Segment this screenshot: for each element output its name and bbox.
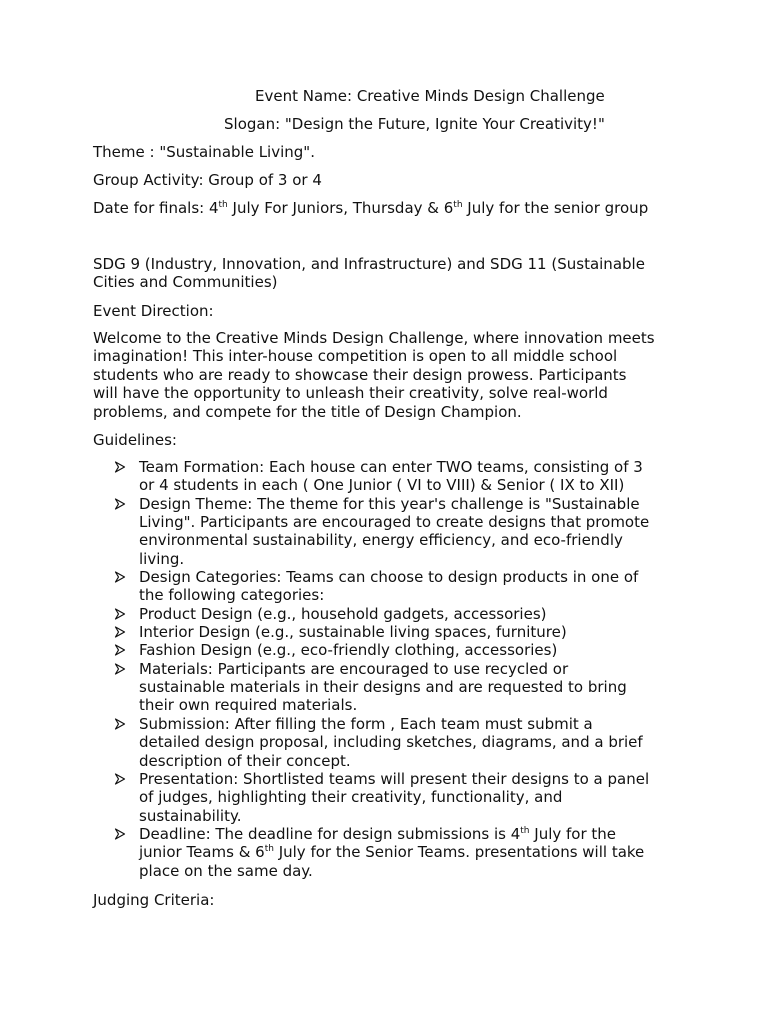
guideline-item-materials bbox=[93, 660, 683, 715]
deadline-line-1-sup: th bbox=[520, 825, 530, 836]
guideline-item-interior-design bbox=[93, 623, 683, 641]
guideline-item-design-theme bbox=[93, 495, 683, 568]
guideline-line: Presentation: Shortlisted teams will present their designs to a panel bbox=[139, 769, 650, 788]
guideline-line: Fashion Design (e.g., eco-friendly clothing, accessories) bbox=[139, 641, 558, 660]
arrowhead-bullet-icon bbox=[114, 571, 126, 583]
sdg-line-1: SDG 9 (Industry, Innovation, and Infrastructure) and SDG 11 (Sustainable bbox=[93, 255, 645, 273]
guideline-line: the following categories: bbox=[139, 586, 325, 605]
arrowhead-bullet-icon bbox=[114, 461, 126, 473]
guideline-line: their own required materials. bbox=[139, 696, 358, 715]
guideline-item-deadline bbox=[93, 825, 683, 880]
guideline-line: Design Theme: The theme for this year's challenge is "Sustainable bbox=[139, 494, 640, 513]
arrowhead-bullet-icon bbox=[114, 608, 126, 620]
arrowhead-bullet-icon bbox=[114, 663, 126, 675]
deadline-line-2-sup: th bbox=[264, 844, 274, 855]
group-activity-line: Group Activity: Group of 3 or 4 bbox=[93, 171, 322, 189]
arrowhead-bullet-icon bbox=[114, 718, 126, 730]
finals-date-middle: July For Juniors, Thursday & 6 bbox=[227, 199, 454, 217]
guideline-item-fashion-design bbox=[93, 641, 683, 659]
guideline-line: Product Design (e.g., household gadgets, accessories) bbox=[139, 604, 547, 623]
arrowhead-bullet-icon bbox=[114, 626, 126, 638]
guidelines-list bbox=[93, 458, 683, 880]
event-direction-line: problems, and compete for the title of Design Champion. bbox=[93, 402, 522, 421]
finals-date-sup-1: th bbox=[218, 200, 228, 210]
arrowhead-bullet-icon bbox=[114, 644, 126, 656]
arrowhead-bullet-icon bbox=[114, 828, 126, 840]
guideline-line: place on the same day. bbox=[139, 861, 313, 880]
guideline-item-team-formation bbox=[93, 458, 683, 495]
guideline-line: Design Categories: Teams can choose to design products in one of bbox=[139, 568, 639, 587]
event-direction-line: will have the opportunity to unleash their creativity, solve real-world bbox=[93, 384, 608, 403]
arrowhead-bullet-icon bbox=[114, 498, 126, 510]
guideline-line: Team Formation: Each house can enter TWO teams, consisting of 3 bbox=[139, 458, 643, 476]
event-direction-line: Welcome to the Creative Minds Design Challenge, where innovation meets bbox=[93, 329, 655, 347]
guideline-line: Submission: After filling the form , Each team must submit a bbox=[139, 714, 593, 733]
event-name: Event Name: Creative Minds Design Challenge bbox=[255, 87, 605, 105]
slogan: Slogan: "Design the Future, Ignite Your Creativity!" bbox=[224, 115, 605, 133]
judging-criteria-heading: Judging Criteria: bbox=[93, 891, 215, 909]
sdg-line-2: Cities and Communities) bbox=[93, 273, 278, 292]
sdg-paragraph bbox=[93, 255, 683, 292]
guideline-line: description of their concept. bbox=[139, 751, 351, 770]
guidelines-heading: Guidelines: bbox=[93, 431, 177, 449]
guideline-item-design-categories bbox=[93, 568, 683, 605]
guideline-line: of judges, highlighting their creativity, functionality, and bbox=[139, 788, 563, 807]
event-direction-heading: Event Direction: bbox=[93, 302, 214, 320]
guideline-line bbox=[139, 843, 683, 861]
event-direction-paragraph bbox=[93, 329, 683, 421]
guideline-line: Living". Participants are encouraged to create designs that promote bbox=[139, 513, 650, 532]
guideline-item-product-design bbox=[93, 605, 683, 623]
guideline-line: environmental sustainability, energy efficiency, and eco-friendly bbox=[139, 531, 623, 550]
deadline-line-1-prefix: Deadline: The deadline for design submissions is 4 bbox=[139, 824, 521, 843]
finals-date-suffix: July for the senior group bbox=[462, 199, 649, 217]
guideline-line: detailed design proposal, including sketches, diagrams, and a brief bbox=[139, 733, 643, 752]
event-direction-line: imagination! This inter-house competition is open to all middle school bbox=[93, 347, 618, 366]
finals-date-line bbox=[93, 199, 683, 218]
deadline-line-2-suffix: July for the Senior Teams. presentations will take bbox=[273, 843, 645, 862]
arrowhead-bullet-icon bbox=[114, 773, 126, 785]
guideline-item-submission bbox=[93, 715, 683, 770]
guideline-item-presentation bbox=[93, 770, 683, 825]
guideline-line: or 4 students in each ( One Junior ( VI to VIII) & Senior ( IX to XII) bbox=[139, 476, 625, 495]
guideline-line: sustainability. bbox=[139, 806, 242, 825]
finals-date-prefix: Date for finals: 4 bbox=[93, 199, 219, 217]
guideline-line: living. bbox=[139, 549, 185, 568]
theme-line: Theme : "Sustainable Living". bbox=[93, 143, 315, 161]
finals-date-sup-2: th bbox=[453, 200, 463, 210]
event-direction-line: students who are ready to showcase their design prowess. Participants bbox=[93, 365, 627, 384]
guideline-line: Interior Design (e.g., sustainable living spaces, furniture) bbox=[139, 623, 567, 642]
guideline-line: sustainable materials in their designs and are requested to bring bbox=[139, 678, 627, 697]
deadline-line-2-prefix: junior Teams & 6 bbox=[139, 843, 265, 862]
guideline-line: Materials: Participants are encouraged to use recycled or bbox=[139, 659, 569, 678]
guideline-line bbox=[139, 825, 683, 843]
deadline-line-1-suffix: July for the bbox=[529, 824, 617, 843]
